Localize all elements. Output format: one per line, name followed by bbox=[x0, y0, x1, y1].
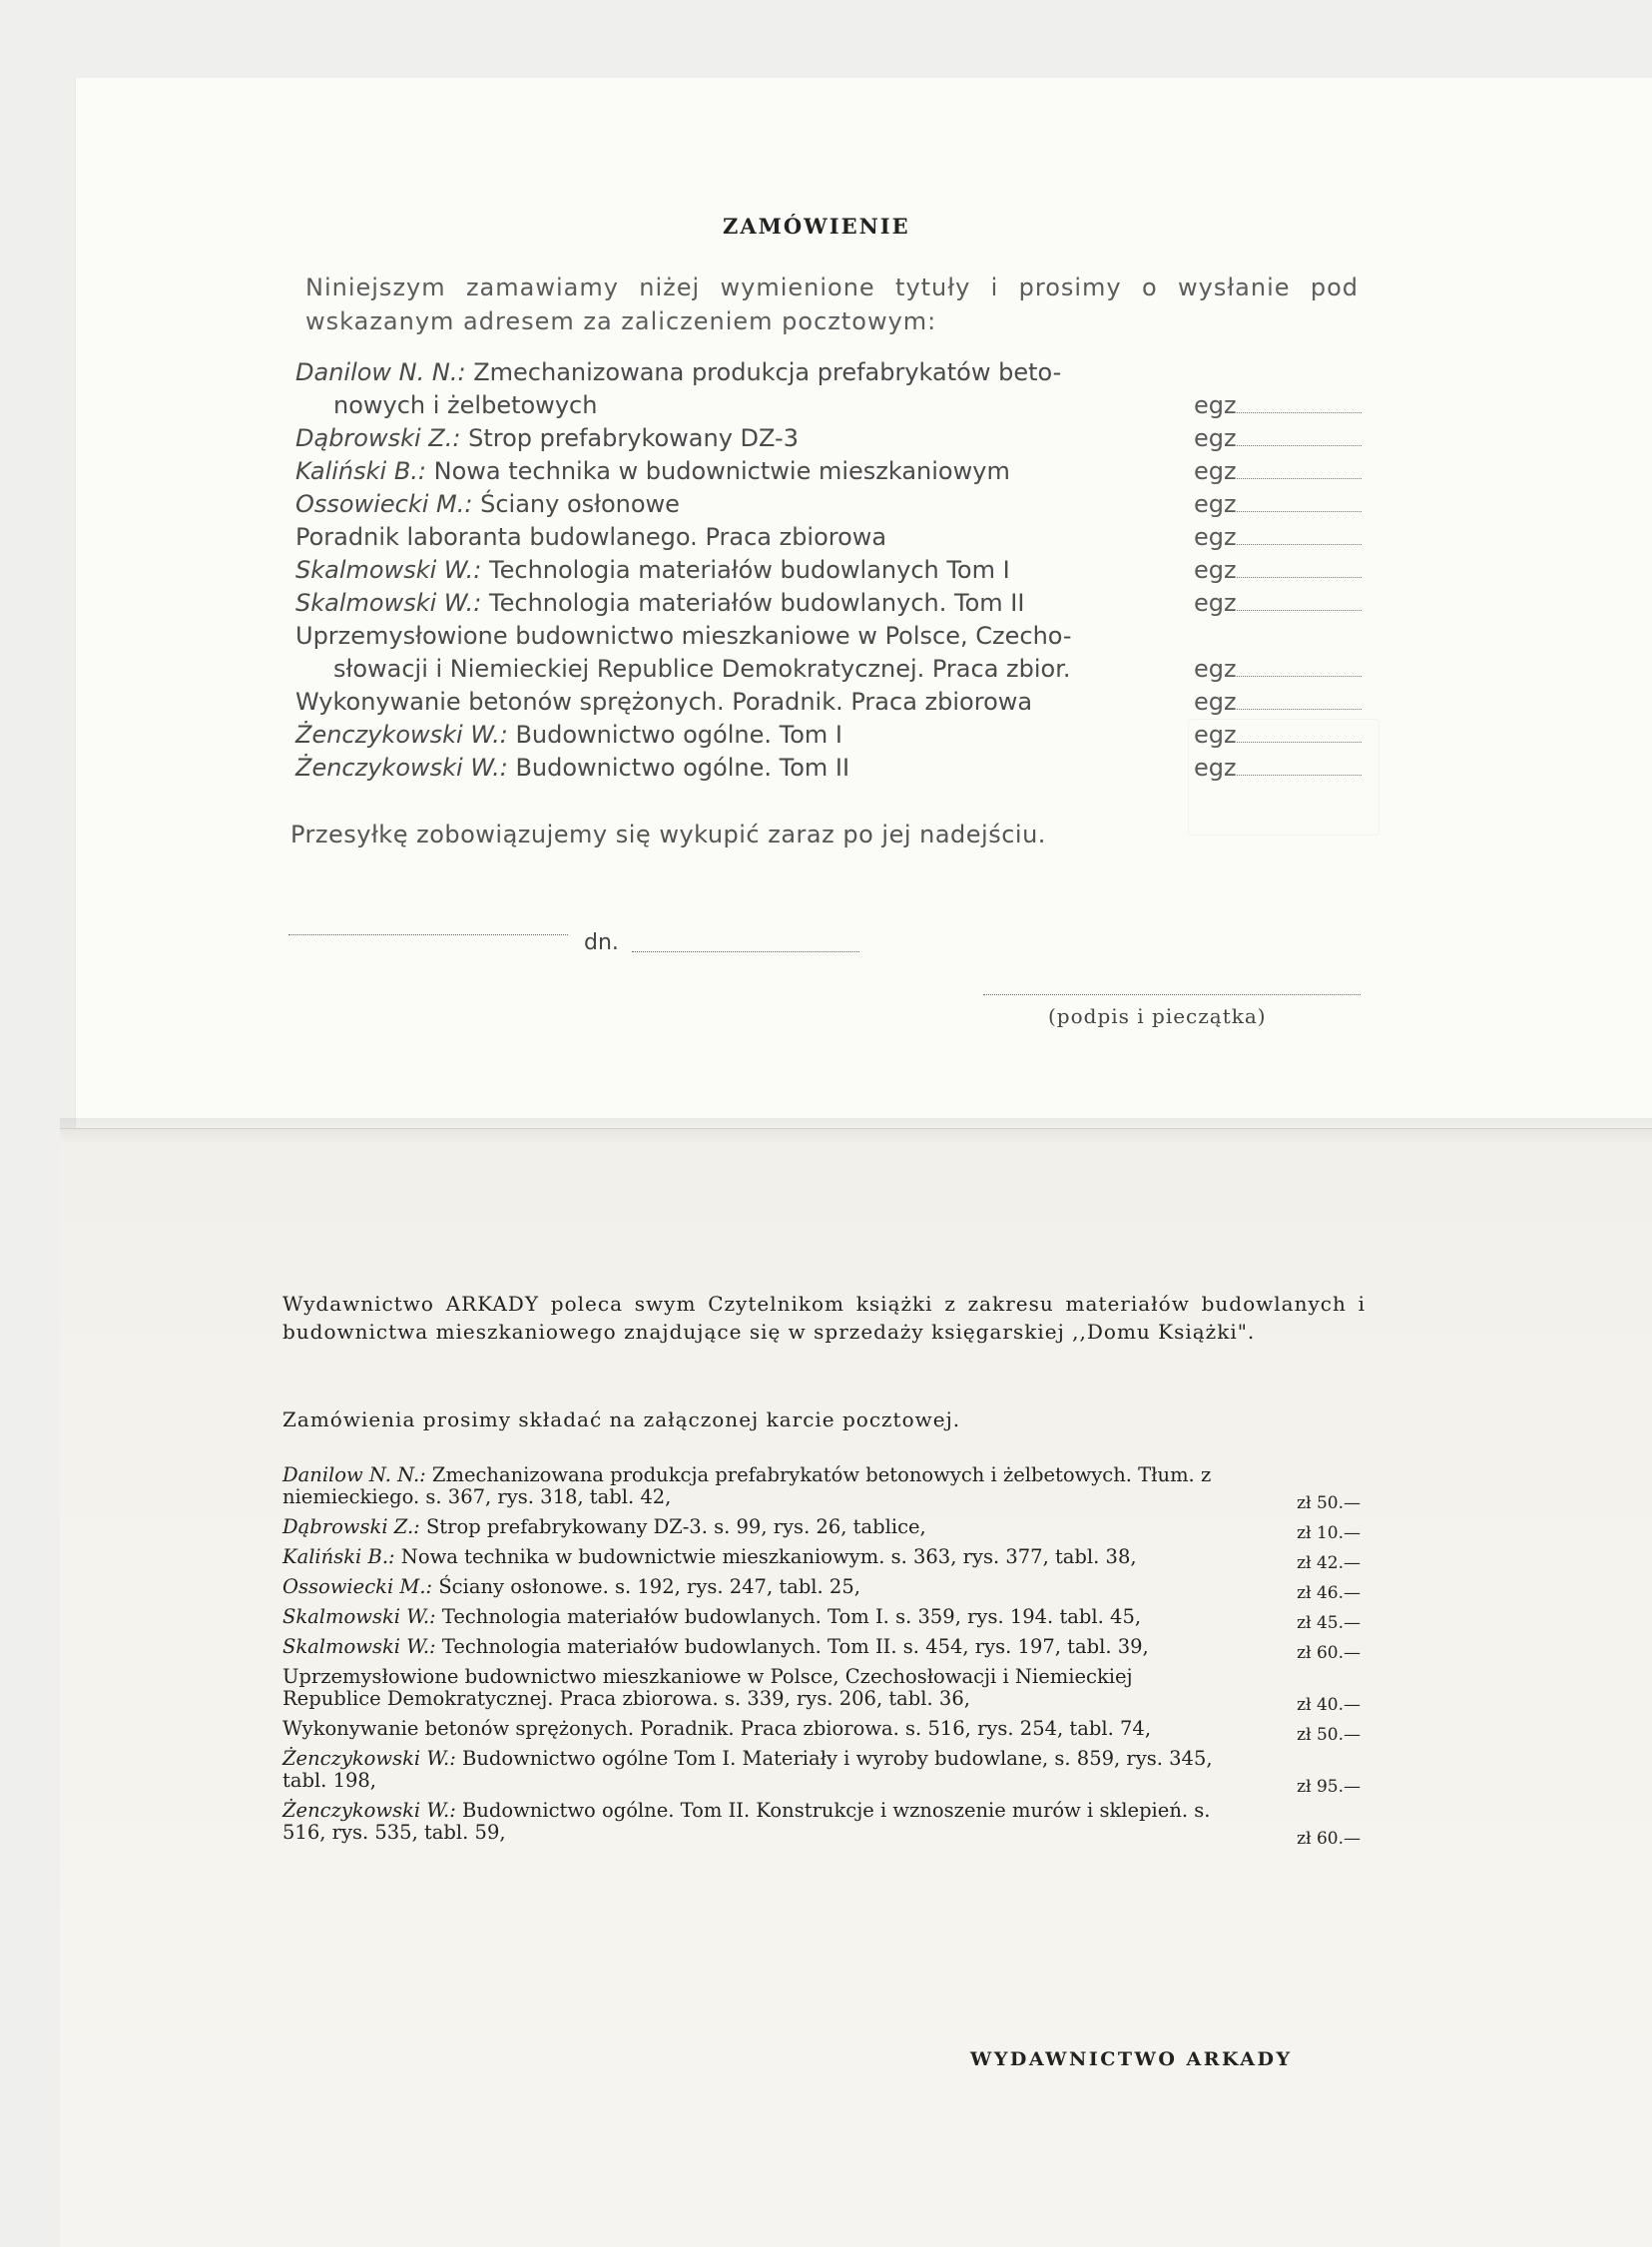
catalog-entry-price: zł 60.— bbox=[1297, 1829, 1361, 1849]
quantity-label: egz bbox=[1194, 457, 1237, 485]
catalog-entry-price: zł 42.— bbox=[1297, 1553, 1361, 1573]
catalog-entry bbox=[282, 1545, 1361, 1573]
order-item-author: Skalmowski W.: bbox=[295, 589, 482, 617]
fold-shadow bbox=[60, 1118, 1652, 1144]
order-item bbox=[295, 752, 1364, 785]
quantity-field[interactable] bbox=[1194, 719, 1364, 752]
catalog-entry-text bbox=[282, 1666, 1236, 1710]
order-item-title-text: Budownictwo ogólne. Tom I bbox=[515, 721, 842, 749]
quantity-field[interactable] bbox=[1194, 488, 1364, 521]
catalog-entry-author: Dąbrowski Z.: bbox=[282, 1515, 420, 1538]
order-item bbox=[295, 356, 1364, 422]
order-item bbox=[295, 455, 1364, 488]
order-item-title-text: Strop prefabrykowany DZ-3 bbox=[468, 424, 799, 452]
order-item-title bbox=[295, 752, 1169, 785]
quantity-field[interactable] bbox=[1194, 686, 1364, 719]
catalog-entry bbox=[282, 1747, 1361, 1797]
order-pledge: Przesyłkę zobowiązujemy się wykupić zaraz po jej nadejściu. bbox=[290, 821, 1046, 848]
order-item-title bbox=[295, 554, 1169, 587]
quantity-dotted-line bbox=[1237, 757, 1362, 776]
catalog-entry-description: Zmechanizowana produkcja prefabrykatów betonowych i żelbetowych. Tłum. z niemieckiego. s. 367, rys. 318, tabl. 42, bbox=[282, 1463, 1212, 1508]
order-item-title-text: Uprzemysłowione budownictwo mieszkaniowe w Polsce, Czecho- bbox=[295, 622, 1072, 650]
catalog-entry-text bbox=[282, 1516, 1236, 1538]
catalog-entry-description: Strop prefabrykowany DZ-3. s. 99, rys. 26, tablice, bbox=[425, 1515, 926, 1538]
order-item bbox=[295, 521, 1364, 554]
order-item bbox=[295, 587, 1364, 620]
quantity-field[interactable] bbox=[1194, 752, 1364, 785]
catalog-entry bbox=[282, 1665, 1361, 1715]
order-item-author: Dąbrowski Z.: bbox=[295, 424, 461, 452]
catalog-entry bbox=[282, 1717, 1361, 1745]
quantity-dotted-line bbox=[1237, 460, 1362, 479]
signature-field[interactable] bbox=[983, 994, 1361, 995]
catalog-entry-price: zł 50.— bbox=[1297, 1725, 1361, 1745]
catalog-entry bbox=[282, 1575, 1361, 1603]
quantity-field[interactable] bbox=[1194, 587, 1364, 620]
catalog-entry-description: Ściany osłonowe. s. 192, rys. 247, tabl. 25, bbox=[438, 1575, 860, 1598]
quantity-label: egz bbox=[1194, 391, 1237, 419]
order-item-continuation: nowych i żelbetowych bbox=[333, 391, 598, 419]
order-item-title bbox=[295, 587, 1169, 620]
recommendation-paragraph: Wydawnictwo ARKADY poleca swym Czytelnikom książki z zakresu materiałów budowlanych i budownictwa mieszkaniowego znajdujące się w sprzedaży księgarskiej ,,Domu Książki". bbox=[282, 1292, 1366, 1344]
quantity-label: egz bbox=[1194, 688, 1237, 716]
book-catalog bbox=[282, 1464, 1361, 1852]
catalog-entry-author: Skalmowski W.: bbox=[282, 1605, 436, 1628]
order-item bbox=[295, 488, 1364, 521]
order-item-author: Żenczykowski W.: bbox=[295, 721, 508, 749]
order-item-author: Kaliński B.: bbox=[295, 457, 427, 485]
catalog-entry-text bbox=[282, 1800, 1236, 1844]
catalog-entry-text bbox=[282, 1748, 1236, 1792]
quantity-field[interactable] bbox=[1194, 455, 1364, 488]
catalog-entry bbox=[282, 1799, 1361, 1849]
order-item-title-text: Ściany osłonowe bbox=[480, 490, 680, 518]
catalog-entry bbox=[282, 1635, 1361, 1663]
catalog-entry-price: zł 45.— bbox=[1297, 1613, 1361, 1633]
catalog-entry-text bbox=[282, 1636, 1236, 1658]
order-item-title bbox=[295, 620, 1169, 653]
quantity-dotted-line bbox=[1237, 592, 1362, 611]
catalog-entry-price: zł 40.— bbox=[1297, 1695, 1361, 1715]
order-item bbox=[295, 620, 1364, 686]
catalog-entry-price: zł 95.— bbox=[1297, 1777, 1361, 1797]
quantity-dotted-line bbox=[1237, 691, 1362, 710]
quantity-field[interactable] bbox=[1194, 554, 1364, 587]
catalog-entry-text bbox=[282, 1546, 1236, 1568]
publisher-name: WYDAWNICTWO ARKADY bbox=[970, 2048, 1293, 2070]
catalog-entry-description: Budownictwo ogólne. Tom II. Konstrukcje i wznoszenie murów i sklepień. s. 516, rys. 535, tabl. 59, bbox=[282, 1799, 1211, 1844]
order-item-title bbox=[295, 356, 1169, 389]
quantity-field[interactable] bbox=[1194, 422, 1364, 455]
catalog-entry-price: zł 46.— bbox=[1297, 1583, 1361, 1603]
order-item-title bbox=[295, 422, 1169, 455]
order-item-continuation: słowacji i Niemieckiej Republice Demokratycznej. Praca zbior. bbox=[333, 655, 1071, 683]
quantity-dotted-line bbox=[1237, 394, 1362, 413]
catalog-entry-description: Nowa technika w budownictwie mieszkaniowym. s. 363, rys. 377, tabl. 38, bbox=[400, 1545, 1137, 1568]
catalog-entry-text bbox=[282, 1718, 1236, 1740]
catalog-entry-author: Ossowiecki M.: bbox=[282, 1575, 433, 1598]
catalog-entry bbox=[282, 1515, 1361, 1543]
order-form-intro: Niniejszym zamawiamy niżej wymienione tytuły i prosimy o wysłanie pod wskazanym adresem za zaliczeniem pocztowym: bbox=[305, 274, 1359, 335]
quantity-label: egz bbox=[1194, 523, 1237, 551]
catalog-entry-description: Wykonywanie betonów sprężonych. Poradnik. Praca zbiorowa. s. 516, rys. 254, tabl. 74, bbox=[282, 1717, 1152, 1740]
quantity-field[interactable] bbox=[1194, 389, 1364, 422]
quantity-dotted-line bbox=[1237, 559, 1362, 578]
quantity-label: egz bbox=[1194, 589, 1237, 617]
catalog-entry-author: Żenczykowski W.: bbox=[282, 1747, 456, 1770]
catalog-entry-text bbox=[282, 1576, 1236, 1598]
catalog-entry-price: zł 50.— bbox=[1297, 1493, 1361, 1513]
order-item-title bbox=[295, 521, 1169, 554]
order-item-author: Ossowiecki M.: bbox=[295, 490, 473, 518]
catalog-entry-author: Kaliński B.: bbox=[282, 1545, 395, 1568]
catalog-entry-text bbox=[282, 1606, 1236, 1628]
catalog-entry bbox=[282, 1463, 1361, 1513]
order-item bbox=[295, 422, 1364, 455]
catalog-entry-price: zł 10.— bbox=[1297, 1523, 1361, 1543]
quantity-dotted-line bbox=[1237, 526, 1362, 545]
catalog-entry-author: Żenczykowski W.: bbox=[282, 1799, 456, 1822]
quantity-label: egz bbox=[1194, 424, 1237, 452]
quantity-label: egz bbox=[1194, 556, 1237, 584]
date-label: dn. bbox=[584, 930, 619, 955]
quantity-label: egz bbox=[1194, 721, 1237, 749]
order-item-title-text: Nowa technika w budownictwie mieszkaniowym bbox=[433, 457, 1010, 485]
order-item bbox=[295, 719, 1364, 752]
quantity-dotted-line bbox=[1237, 493, 1362, 512]
signature-label: (podpis i pieczątka) bbox=[1048, 1004, 1267, 1028]
order-item-title-text: Budownictwo ogólne. Tom II bbox=[515, 754, 850, 782]
catalog-entry-description: Budownictwo ogólne Tom I. Materiały i wyroby budowlane, s. 859, rys. 345, tabl. 198, bbox=[282, 1747, 1213, 1792]
catalog-entry-description: Uprzemysłowione budownictwo mieszkaniowe w Polsce, Czechosłowacji i Niemieckiej Republice Demokratycznej. Praca zbiorowa. s. 339, rys. 206, tabl. 36, bbox=[282, 1665, 1133, 1710]
order-item bbox=[295, 554, 1364, 587]
quantity-field[interactable] bbox=[1194, 653, 1364, 686]
order-item-title bbox=[295, 686, 1169, 719]
catalog-entry-description: Technologia materiałów budowlanych. Tom I. s. 359, rys. 194. tabl. 45, bbox=[441, 1605, 1142, 1628]
order-item-title bbox=[295, 719, 1169, 752]
catalog-entry-text bbox=[282, 1464, 1236, 1508]
quantity-dotted-line bbox=[1237, 724, 1362, 743]
order-item-title-text: Technologia materiałów budowlanych. Tom II bbox=[489, 589, 1025, 617]
order-item-title bbox=[295, 455, 1169, 488]
order-item-author: Żenczykowski W.: bbox=[295, 754, 508, 782]
order-list bbox=[295, 356, 1364, 785]
order-item-title-text: Zmechanizowana produkcja prefabrykatów beto- bbox=[473, 358, 1062, 386]
catalog-entry-author: Skalmowski W.: bbox=[282, 1635, 436, 1658]
quantity-dotted-line bbox=[1237, 658, 1362, 677]
order-item-title-text: Poradnik laboranta budowlanego. Praca zbiorowa bbox=[295, 523, 887, 551]
catalog-entry-author: Danilow N. N.: bbox=[282, 1463, 426, 1486]
catalog-entry-price: zł 60.— bbox=[1297, 1643, 1361, 1663]
order-item-title-text: Technologia materiałów budowlanych Tom I bbox=[489, 556, 1010, 584]
order-item-title-text: Wykonywanie betonów sprężonych. Poradnik. Praca zbiorowa bbox=[295, 688, 1033, 716]
catalog-entry bbox=[282, 1605, 1361, 1633]
place-field[interactable] bbox=[288, 934, 568, 935]
quantity-field[interactable] bbox=[1194, 521, 1364, 554]
quantity-dotted-line bbox=[1237, 427, 1362, 446]
quantity-label: egz bbox=[1194, 754, 1237, 782]
order-item-author: Danilow N. N.: bbox=[295, 358, 466, 386]
order-item-author: Skalmowski W.: bbox=[295, 556, 482, 584]
catalog-entry-description: Technologia materiałów budowlanych. Tom II. s. 454, rys. 197, tabl. 39, bbox=[441, 1635, 1149, 1658]
order-item-title bbox=[295, 488, 1169, 521]
order-item bbox=[295, 686, 1364, 719]
quantity-label: egz bbox=[1194, 655, 1237, 683]
recommendation-request: Zamówienia prosimy składać na załączonej karcie pocztowej. bbox=[282, 1407, 961, 1431]
date-field[interactable] bbox=[632, 951, 859, 952]
order-form-title: ZAMÓWIENIE bbox=[723, 214, 910, 239]
quantity-label: egz bbox=[1194, 490, 1237, 518]
